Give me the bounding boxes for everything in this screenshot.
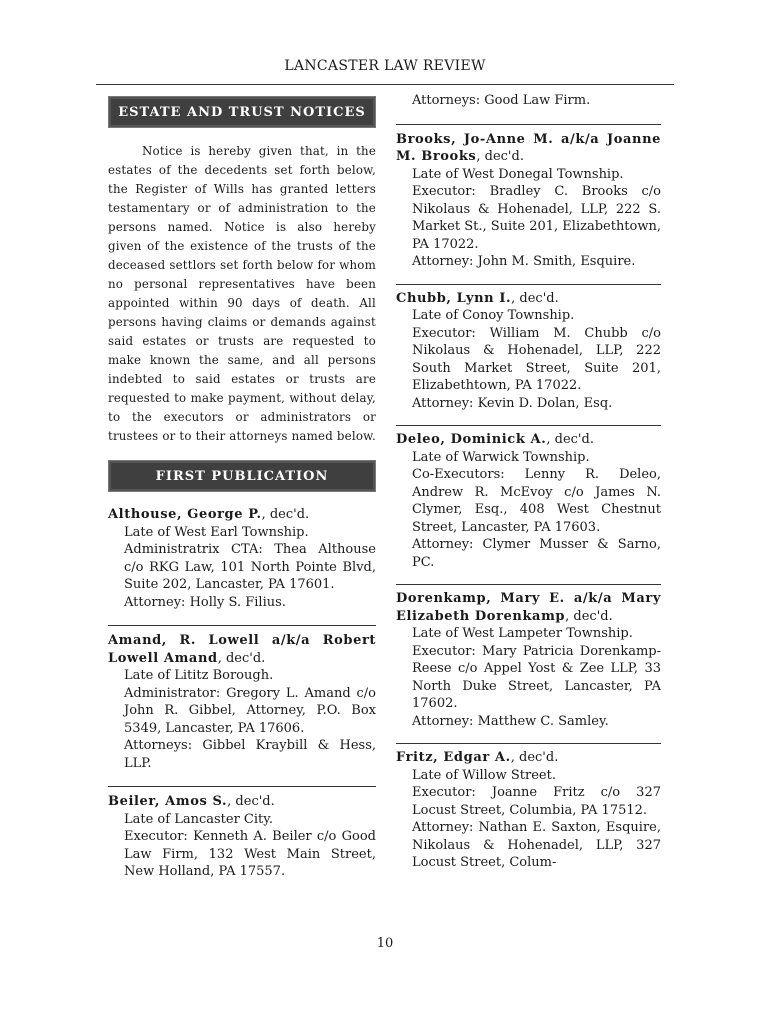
estate-detail: Late of Conoy Township. xyxy=(412,308,575,323)
decedent-name: Chubb, Lynn I. xyxy=(396,290,512,306)
decedent-name-line xyxy=(396,131,661,166)
estate-detail: Late of West Lampeter Township. xyxy=(412,626,633,641)
decedent-suffix: , dec'd. xyxy=(261,507,310,522)
estate-entry-althouse xyxy=(108,506,376,611)
decedent-name-line xyxy=(108,632,376,667)
estate-detail: Co-Executors: Lenny R. Deleo, Andrew R. McEvoy c/o James N. Clymer, Esq., 408 West Chestnut Street, Lancaster, PA 17603. xyxy=(412,467,661,535)
section-banner-first-publication: FIRST PUBLICATION xyxy=(108,460,376,492)
decedent-name: Fritz, Edgar A. xyxy=(396,750,511,765)
entry-divider xyxy=(396,743,661,744)
estate-detail: Late of Lancaster City. xyxy=(124,811,274,827)
estate-entry-brooks xyxy=(396,131,661,271)
estate-detail: Attorney: Holly S. Filius. xyxy=(124,594,286,610)
estate-detail: Attorneys: Gibbel Kraybill & Hess, LLP. xyxy=(124,738,376,771)
decedent-name-line xyxy=(396,290,661,308)
decedent-name-line xyxy=(396,431,661,449)
page-number: 10 xyxy=(376,936,394,951)
estate-detail: Late of Warwick Township. xyxy=(412,449,590,465)
estate-detail: Attorney: Clymer Musser & Sarno, PC. xyxy=(412,537,661,570)
estate-detail: Attorney: Kevin D. Dolan, Esq. xyxy=(412,395,613,411)
decedent-name: Amand, R. Lowell a/k/a Robert Lowell Amand xyxy=(108,633,376,666)
decedent-name: Beiler, Amos S. xyxy=(108,794,228,809)
notice-paragraph: Notice is hereby given that, in the estates of the decedents set forth below, the Register of Wills has granted letters testamentary or of administration to the persons named. Notice is also hereby given of the existence of the trusts of the deceased settlors set forth below for whom no personal representatives have been appointed within 90 days of death. All persons having claims or demands against said estates or trusts are requested to make known the same, and all persons indebted to said estates or trusts are requested to make payment, without delay, to the executors or administrators or trustees or to their attorneys named below. xyxy=(108,144,376,443)
estate-detail: Executor: Bradley C. Brooks c/o Nikolaus & Hohenadel, LLP, 222 S. Market St., Suite 201, Elizabethtown, PA 17022. xyxy=(412,184,661,252)
section-banner-estate-trust: ESTATE AND TRUST NOTICES xyxy=(108,96,376,128)
estate-detail: Administrator: Gregory L. Amand c/o John R. Gibbel, Attorney, P.O. Box 5349, Lancaster, PA 17606. xyxy=(124,685,376,736)
decedent-suffix: , dec'd. xyxy=(565,608,613,624)
entry-divider xyxy=(396,584,661,585)
decedent-name-line xyxy=(396,590,661,625)
estate-detail: Late of Lititz Borough. xyxy=(124,668,274,683)
decedent-name-line xyxy=(108,793,376,811)
estate-detail: Late of West Donegal Township. xyxy=(412,166,624,182)
estate-detail: Attorney: Nathan E. Saxton, Esquire, Nikolaus & Hohenadel, LLP, 327 Locust Street, Colum- xyxy=(412,820,661,870)
decedent-suffix: , dec'd. xyxy=(546,432,594,447)
entry-divider xyxy=(396,425,661,426)
decedent-suffix: , dec'd. xyxy=(511,290,559,306)
estate-detail: Late of Willow Street. xyxy=(412,767,556,783)
estate-detail: Executor: Mary Patricia Dorenkamp-Reese c/o Appel Yost & Zee LLP, 33 North Duke Street, Lancaster, PA 17602. xyxy=(412,643,661,711)
decedent-name-line xyxy=(396,749,661,767)
estate-detail: Late of West Earl Township. xyxy=(124,524,309,540)
entry-divider xyxy=(108,625,376,626)
decedent-suffix: , dec'd. xyxy=(510,750,559,765)
entry-divider xyxy=(396,284,661,285)
decedent-name: Dorenkamp, Mary E. a/k/a Mary Elizabeth Dorenkamp xyxy=(396,591,661,624)
right-column xyxy=(396,92,661,872)
estate-detail: Attorney: Matthew C. Samley. xyxy=(412,713,609,729)
estate-detail: Attorneys: Good Law Firm. xyxy=(412,93,591,108)
decedent-name: Althouse, George P. xyxy=(108,507,262,522)
header-rule xyxy=(96,84,674,85)
decedent-name-line xyxy=(108,506,376,524)
estate-entry-continued xyxy=(396,92,661,110)
estate-entry-beiler xyxy=(108,793,376,881)
estate-detail: Executor: Joanne Fritz c/o 327 Locust Street, Columbia, PA 17512. xyxy=(412,785,661,818)
estate-entry-deleo xyxy=(396,431,661,571)
decedent-suffix: , dec'd. xyxy=(227,794,275,809)
estate-detail: Attorney: John M. Smith, Esquire. xyxy=(412,254,636,269)
estate-detail: Administratrix CTA: Thea Althouse c/o RKG Law, 101 North Pointe Blvd, Suite 202, Lancaster, PA 17601. xyxy=(124,542,376,592)
decedent-name: Brooks, Jo-Anne M. a/k/a Joanne M. Brooks xyxy=(396,131,661,164)
estate-detail: Executor: Kenneth A. Beiler c/o Good Law Firm, 132 West Main Street, New Holland, PA 17557. xyxy=(124,829,376,879)
running-header: LANCASTER LAW REVIEW xyxy=(284,58,486,74)
entry-divider xyxy=(396,124,661,125)
estate-entry-dorenkamp xyxy=(396,590,661,730)
decedent-suffix: , dec'd. xyxy=(476,149,524,164)
estate-entry-amand xyxy=(108,632,376,772)
estate-detail: Executor: William M. Chubb c/o Nikolaus & Hohenadel, LLP, 222 South Market Street, Suite 201, Elizabethtown, PA 17022. xyxy=(412,325,661,393)
left-column xyxy=(108,92,376,881)
estate-entry-fritz xyxy=(396,749,661,872)
decedent-suffix: , dec'd. xyxy=(217,650,266,666)
entry-divider xyxy=(108,786,376,787)
estate-entry-chubb xyxy=(396,290,661,413)
decedent-name: Deleo, Dominick A. xyxy=(396,432,547,447)
